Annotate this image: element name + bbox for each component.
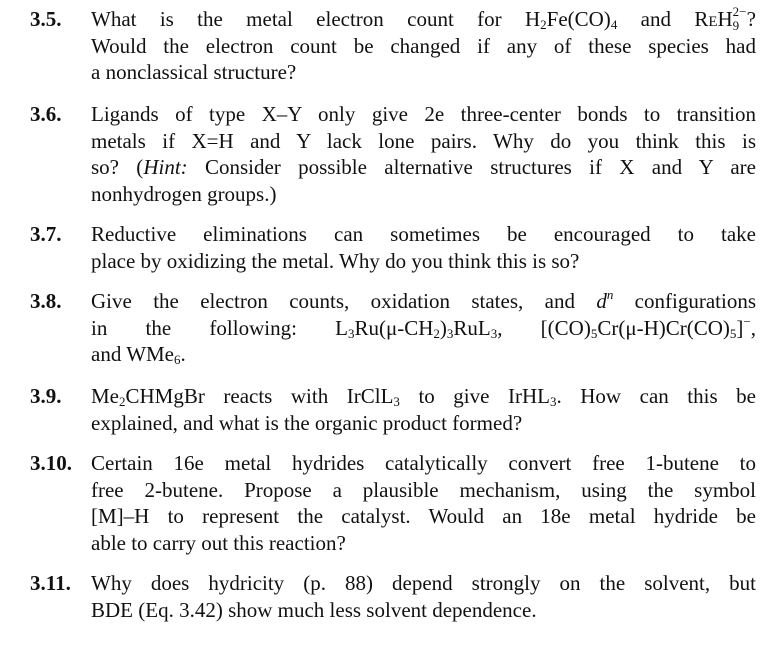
- problem-line: $Me_2CHMgBr$ reacts with IrClL$_3$ to give IrHL$_3$. How can this be: [91, 384, 757, 409]
- problem-line: [M]–H to represent the catalyst. Would an 18e metal hydride be: [91, 504, 756, 528]
- problem-line: a nonclassical structure?: [91, 60, 297, 84]
- problem-line: Why does hydricity (p. 88) depend strongly on the solvent, but: [91, 571, 756, 595]
- problem-line: explained, and what is the organic product formed?: [91, 410, 523, 435]
- problem-text: [91, 221, 756, 274]
- problem-line: BDE (Eq. 3.42) show much less solvent dependence.: [91, 597, 537, 622]
- problem-line: able to carry out this reaction?: [91, 530, 346, 555]
- problem-line: free 2-butene. Propose a plausible mechanism, using the symbol: [91, 477, 756, 502]
- problem-line: Give the electron counts, oxidation states, and $d^n$ configurations: [91, 287, 756, 313]
- problem-number: 3.9.: [30, 384, 62, 408]
- problem-number: 3.5.: [30, 7, 62, 31]
- problem-text: [91, 383, 756, 436]
- problem-number: 3.7.: [30, 222, 62, 246]
- problem-number: 3.6.: [30, 102, 62, 126]
- problem-line: in the following: $L_3Ru(\mu-CH_2)_3RuL_3$, $[(CO)_5Cr(\mu-H)Cr(CO)_5]^-$,: [91, 313, 756, 341]
- problem-line: and WMe$_6$.: [91, 342, 186, 367]
- problem-text: [91, 450, 756, 556]
- problem-text: [91, 6, 756, 86]
- problem-text: [91, 570, 756, 623]
- problem-text: [91, 101, 756, 207]
- problem-line: metals if X=H and Y lack lone pairs. Why do you think this is: [91, 128, 756, 153]
- problem-line: Ligands of type X–Y only give 2e three-center bonds to transition: [91, 102, 756, 126]
- problem-line: Would the electron count be changed if any of these species had: [91, 33, 756, 58]
- problem-line: so? (Hint: Consider possible alternative structures if X and Y are: [91, 155, 756, 179]
- problem-number: 3.10.: [30, 451, 72, 475]
- problem-line: What is the metal electron count for $H_2Fe(CO)_4$ and ReH 2− 9 ?: [91, 4, 756, 33]
- problem-number: 3.11.: [30, 571, 71, 595]
- problem-line: nonhydrogen groups.): [91, 181, 277, 206]
- problem-line: place by oxidizing the metal. Why do you think this is so?: [91, 248, 580, 273]
- problem-number: 3.8.: [30, 289, 62, 313]
- problem-line: Certain 16e metal hydrides catalytically convert free 1-butene to: [91, 451, 756, 475]
- problem-text: [91, 288, 756, 368]
- problem-line: Reductive eliminations can sometimes be encouraged to take: [91, 222, 756, 246]
